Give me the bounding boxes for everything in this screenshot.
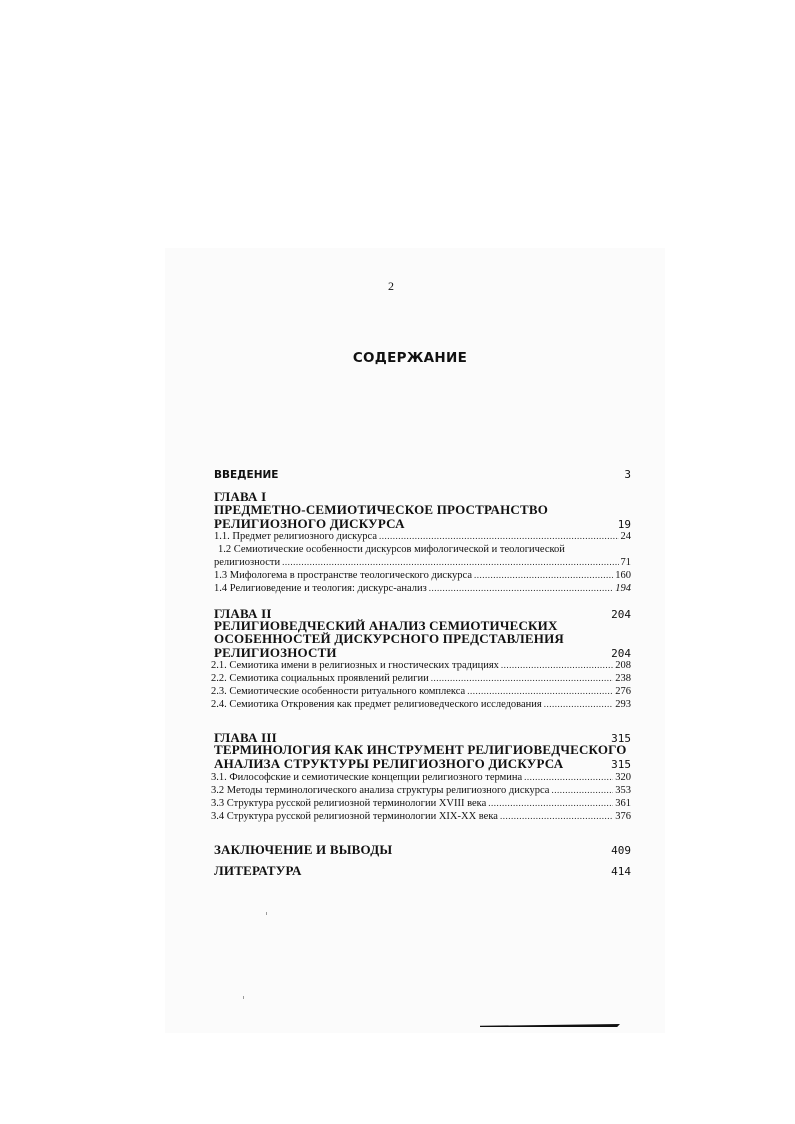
toc-entry-page: 361 [615, 798, 631, 809]
literature-page: 414 [611, 865, 631, 878]
chapter-3-page: 315 [611, 758, 631, 771]
page-number: 2 [388, 279, 394, 293]
toc-entry-text: 2.2. Семиотика социальных проявлений религии [211, 673, 429, 684]
scan-speck [243, 996, 244, 999]
chapter-3-title-row[interactable] [214, 756, 631, 772]
chapter-2-page: 204 [611, 647, 631, 660]
toc-entry-1-4[interactable] [214, 582, 631, 595]
toc-entry-text: 2.4. Семиотика Откровения как предмет религиоведческого исследования [211, 699, 542, 710]
toc-intro[interactable] [214, 468, 631, 481]
toc-conclusion[interactable] [214, 842, 631, 858]
chapter-1-title-line-2: РЕЛИГИОЗНОГО ДИСКУРСА [214, 516, 405, 531]
dot-leader [500, 810, 613, 823]
conclusion-page: 409 [611, 844, 631, 857]
toc-entry-page: 353 [615, 785, 631, 796]
toc-entry-text: 1.4 Религиоведение и теология: дискурс-анализ [214, 583, 427, 594]
dot-leader [282, 556, 618, 569]
literature-label: ЛИТЕРАТУРА [214, 863, 302, 878]
conclusion-label: ЗАКЛЮЧЕНИЕ И ВЫВОДЫ [214, 842, 393, 857]
toc-entry-1-3[interactable] [214, 569, 631, 582]
dot-leader [544, 698, 614, 711]
toc-entry-text: 1.1. Предмет религиозного дискурса [214, 531, 377, 542]
dot-leader [501, 659, 613, 672]
toc-entry-3-1[interactable] [211, 771, 631, 784]
toc-entry-text: 1.2 Семиотические особенности дискурсов мифологической и теологической [218, 544, 565, 555]
chapter-2-title-line-2[interactable]: ОСОБЕННОСТЕЙ ДИСКУРСНОГО ПРЕДСТАВЛЕНИЯ [214, 631, 565, 646]
toc-entry-1-1[interactable] [214, 530, 631, 543]
toc-entry-text: религиозности [214, 557, 281, 568]
toc-entry-page: 238 [615, 673, 631, 684]
toc-entry-page: 71 [620, 557, 631, 568]
toc-entry-page: 194 [615, 583, 631, 594]
dot-leader [551, 784, 613, 797]
toc-entry-text: 2.1. Семиотика имени в религиозных и гностических традициях [211, 660, 499, 671]
intro-page: 3 [624, 468, 631, 481]
chapter-2-title-line-3: РЕЛИГИОЗНОСТИ [214, 645, 337, 660]
page-title: СОДЕРЖАНИЕ [352, 350, 468, 366]
toc-entry-3-3[interactable] [211, 797, 631, 810]
chapter-3-title-line-1[interactable]: ТЕРМИНОЛОГИЯ КАК ИНСТРУМЕНТ РЕЛИГИОВЕДЧЕСКОГО [214, 742, 627, 757]
chapter-1-title-line-1[interactable]: ПРЕДМЕТНО-СЕМИОТИЧЕСКОЕ ПРОСТРАНСТВО [214, 502, 549, 517]
toc-entry-text: 2.3. Семиотические особенности ритуального комплекса [211, 686, 466, 697]
toc-entry-page: 276 [615, 686, 631, 697]
intro-label: ВВЕДЕНИЕ [214, 469, 279, 481]
toc-entry-1-2[interactable] [218, 543, 635, 556]
toc-entry-text: 3.2 Методы терминологического анализа структуры религиозного дискурса [211, 785, 550, 796]
chapter-2-label: ГЛАВА II [214, 606, 272, 621]
toc-entry-1-2-cont[interactable] [214, 556, 631, 569]
toc-entry-2-1[interactable] [211, 659, 631, 672]
dot-leader [488, 797, 613, 810]
dot-leader [429, 582, 613, 595]
toc-entry-page: 160 [615, 570, 631, 581]
toc-entry-page: 376 [615, 811, 631, 822]
chapter-3-label: ГЛАВА III [214, 730, 277, 745]
chapter-1-page: 19 [617, 518, 631, 531]
chapter-3-label-page: 315 [611, 732, 631, 745]
dot-leader [467, 685, 613, 698]
toc-entry-2-2[interactable] [211, 672, 631, 685]
dot-leader [474, 569, 613, 582]
chapter-2-label-page: 204 [611, 608, 631, 621]
toc-entry-page: 208 [615, 660, 631, 671]
toc-entry-2-4[interactable] [211, 698, 631, 711]
toc-entry-text: 1.3 Мифологема в пространстве теологического дискурса [214, 570, 472, 581]
dot-leader [431, 672, 614, 685]
scan-speck [266, 912, 267, 915]
toc-entry-page: 320 [615, 772, 631, 783]
dot-leader [379, 530, 619, 543]
chapter-3-title-line-2: АНАЛИЗА СТРУКТУРЫ РЕЛИГИОЗНОГО ДИСКУРСА [214, 756, 564, 771]
toc-entry-page: 293 [615, 699, 631, 710]
chapter-1-label[interactable]: ГЛАВА I [214, 489, 267, 504]
toc-entry-2-3[interactable] [211, 685, 631, 698]
toc-entry-text: 3.4 Структура русской религиозной терминологии XIX-XX века [211, 811, 498, 822]
dot-leader [524, 771, 613, 784]
toc-literature[interactable] [214, 863, 631, 879]
toc-entry-text: 3.3 Структура русской религиозной терминологии XVIII века [211, 798, 487, 809]
toc-entry-page: 24 [620, 531, 631, 542]
toc-entry-text: 3.1. Философские и семиотические концепции религиозного термина [211, 772, 523, 783]
toc-entry-3-2[interactable] [211, 784, 631, 797]
chapter-2-title-line-1[interactable]: РЕЛИГИОВЕДЧЕСКИЙ АНАЛИЗ СЕМИОТИЧЕСКИХ [214, 618, 558, 633]
toc-entry-3-4[interactable] [211, 810, 631, 823]
